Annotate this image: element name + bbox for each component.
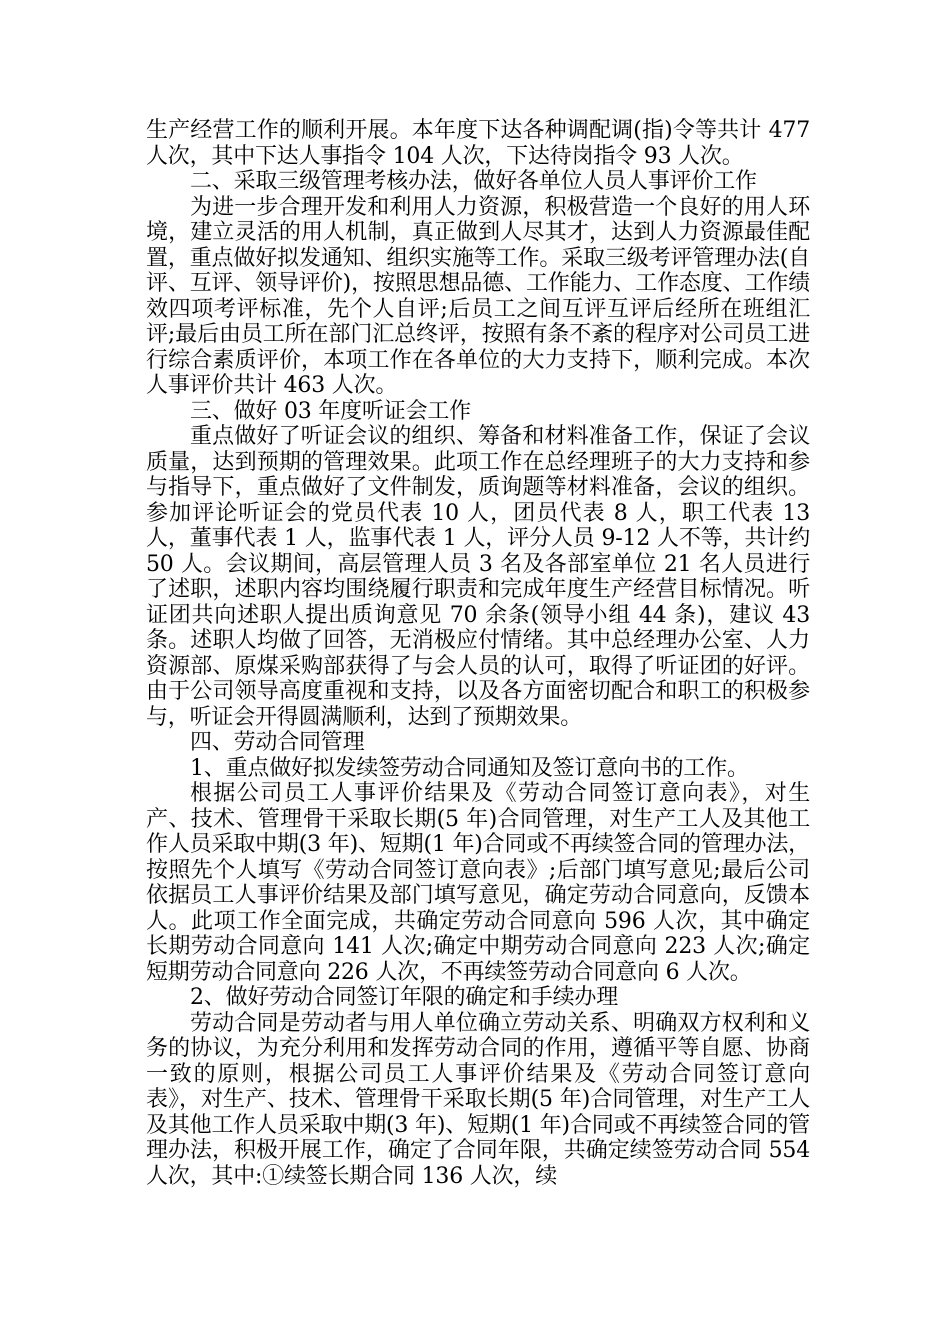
paragraph-3: 重点做好了听证会议的组织、筹备和材料准备工作，保证了会议质量，达到预期的管理效果。此项工作在总经理班子的大力支持和参与指导下，重点做好了文件制发，质询题等材料准备，会议的组织。参加评论听证会的党员代表 10 人，团员代表 8 人，职工代表 13 人，董事代表 1 人，监事代表 1 人，评分人员 9-12 人不等，共计约 50 人。会议期间，高层管理人员 3 名及各部室单位 21 名人员进行了述职，述职内容均围绕履行职责和完成年度生产经营目标情况。听证团共向述职人提出质询意见 70 余条(领导小组 44 条)，建议 43 条。述职人均做了回答，无消极应付情绪。其中总经理办公室、人力资源部、原煤采购部获得了与会人员的认可，取得了听证团的好评。由于公司领导高度重视和支持，以及各方面密切配合和职工的积极参与，听证会开得圆满顺利，达到了预期效果。 [146,424,811,730]
section-heading-2: 二、采取三级管理考核办法，做好各单位人员人事评价工作 [190,169,757,194]
document-body [146,118,810,1189]
section-heading-3: 三、做好 03 年度听证会工作 [190,398,471,424]
paragraph-4-1: 根据公司员工人事评价结果及《劳动合同签订意向表》，对生产、技术、管理骨干采取长期(5 年)合同管理，对生产工人及其他工作人员采取中期(3 年)、短期(1 年)合同或不再续签合同的管理办法，按照先个人填写《劳动合同签订意向表》;后部门填写意见;最后公司依据员工人事评价结果及部门填写意见，确定劳动合同意向，反馈本人。此项工作全面完成，共确定劳动合同意向 596 人次，其中确定长期劳动合同意向 141 人次;确定中期劳动合同意向 223 人次;确定短期劳动合同意向 226 人次，不再续签劳动合同意向 6 人次。 [146,781,810,985]
subheading-4-2: 2、做好劳动合同签订年限的确定和手续办理 [190,985,618,1010]
paragraph-1: 生产经营工作的顺利开展。本年度下达各种调配调(指)令等共计 477 人次，其中下达人事指令 104 人次，下达待岗指令 93 人次。 [146,118,810,169]
section-heading-4: 四、劳动合同管理 [190,730,365,755]
paragraph-4-2: 劳动合同是劳动者与用人单位确立劳动关系、明确双方权利和义务的协议，为充分利用和发挥劳动合同的作用，遵循平等自愿、协商一致的原则，根据公司员工人事评价结果及《劳动合同签订意向表》，对生产、技术、管理骨干采取长期(5 年)合同管理，对生产工人及其他工作人员采取中期(3 年)、短期(1 年)合同或不再续签合同的管理办法，积极开展工作，确定了合同年限，共确定续签劳动合同 554 人次，其中:①续签长期合同 136 人次，续 [146,1010,810,1189]
subheading-4-1: 1、重点做好拟发续签劳动合同通知及签订意向书的工作。 [190,755,749,781]
paragraph-2: 为进一步合理开发和利用人力资源，积极营造一个良好的用人环境，建立灵活的用人机制，真正做到人尽其才，达到人力资源最佳配置，重点做好拟发通知、组织实施等工作。采取三级考评管理办法(自评、互评、领导评价)，按照思想品德、工作能力、工作态度、工作绩效四项考评标准，先个人自评;后员工之间互评互评后经所在班组汇评;最后由员工所在部门汇总终评，按照有条不紊的程序对公司员工进行综合素质评价，本项工作在各单位的大力支持下，顺利完成。本次人事评价共计 463 人次。 [146,194,810,398]
